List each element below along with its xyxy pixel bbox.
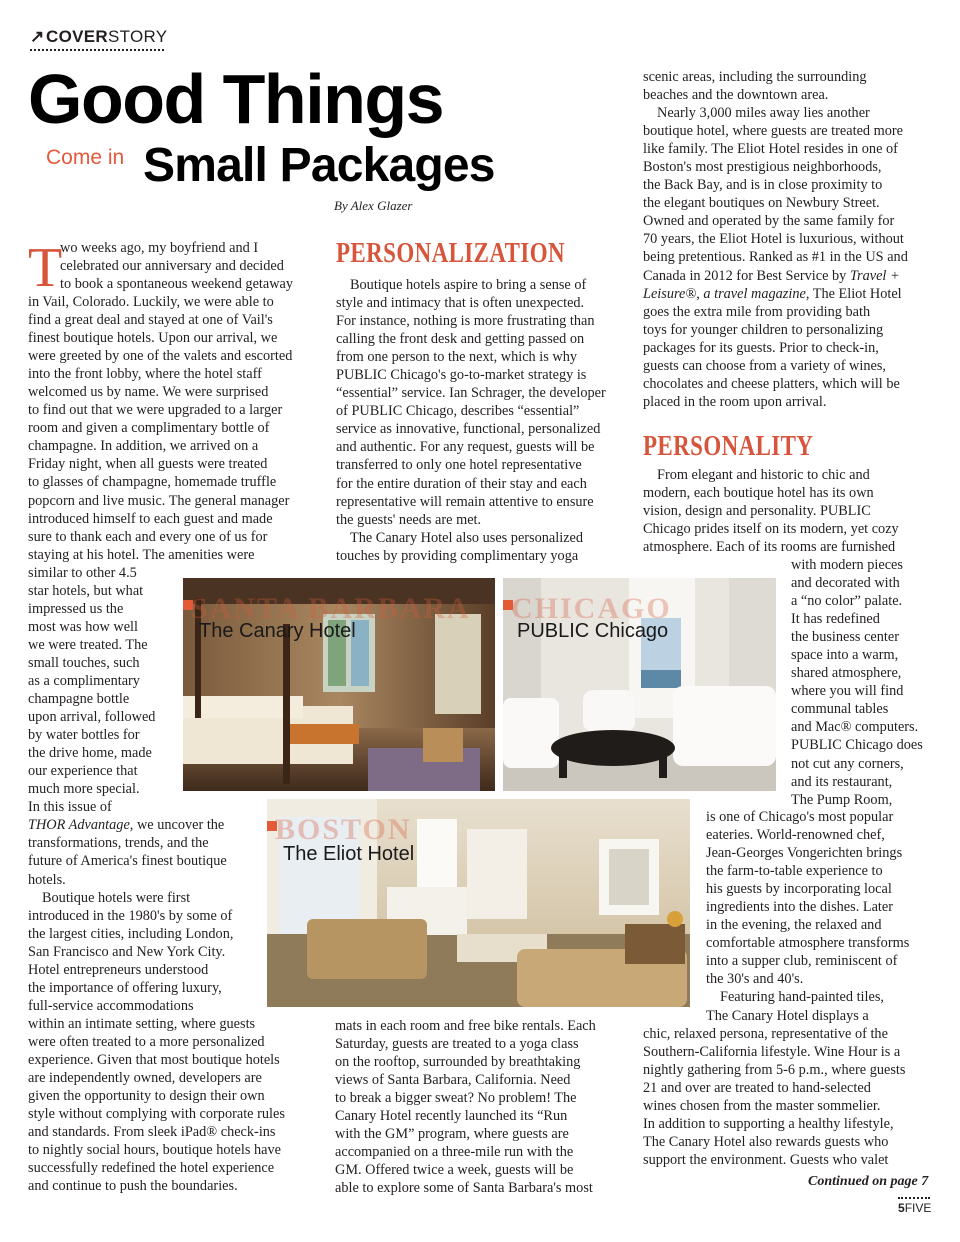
text-line: calling the front desk and getting passed on: [336, 331, 585, 348]
photo-public-chicago: [503, 578, 776, 791]
text-line: the elegant boutiques on Newbury Street.: [643, 195, 880, 212]
bolt-icon: ↗: [30, 27, 45, 46]
text-line: as a complimentary: [28, 672, 140, 689]
continued-note: Continued on page 7: [808, 1174, 929, 1189]
text-line: hotels.: [28, 871, 66, 888]
text-line: full-service accommodations: [28, 997, 194, 1014]
text-line: Canary Hotel recently launched its “Run: [335, 1108, 568, 1125]
text-line: views of Santa Barbara, California. Need: [335, 1072, 571, 1089]
text-line: small touches, such: [28, 654, 140, 671]
text-line: introduced in the 1980's by some of: [28, 907, 233, 924]
text-line: Hotel entrepreneurs understood: [28, 961, 209, 978]
text-line: mats in each room and free bike rentals. Each: [335, 1018, 596, 1034]
text-line: the farm-to-table experience to: [706, 863, 883, 880]
text-line: not cut any corners,: [791, 755, 904, 772]
text-line: [643, 267, 908, 285]
magazine-name: Leisure®, a travel magazine,: [643, 285, 810, 302]
text-line: similar to other 4.5: [28, 564, 137, 581]
photo-caption: PUBLIC Chicago: [517, 620, 669, 642]
text-line: style and intimacy that is often unexpected.: [336, 295, 585, 312]
text-line: Friday night, when all guests were treated: [28, 456, 268, 473]
text-line: most was how well: [28, 618, 138, 635]
location-watermark: CHICAGO: [511, 592, 672, 625]
text-line: star hotels, but what: [28, 582, 144, 599]
headline-line-2: Small Packages: [143, 139, 495, 192]
text-line: goes the extra mile from providing bath: [643, 303, 871, 320]
text-line: Southern-California lifestyle. Wine Hour is a: [643, 1044, 901, 1061]
header-story: STORY: [107, 27, 168, 46]
text-line: and authentic. For any request, guests will be: [336, 439, 595, 456]
text-line: were often treated to a more personalized: [28, 1033, 265, 1050]
footer-divider: [898, 1197, 930, 1199]
text-line: The Canary Hotel also rewards guests who: [643, 1134, 889, 1151]
text-line: nightly gathering from 5-6 p.m., where guests: [643, 1062, 906, 1079]
heading-personality: PERSONALITY: [643, 431, 814, 462]
page-number-word: FIVE: [904, 1201, 932, 1215]
byline: By Alex Glazer: [334, 198, 413, 213]
text-line: scenic areas, including the surrounding: [643, 69, 867, 85]
text-line: and continue to push the boundaries.: [28, 1178, 238, 1195]
text-line: support the environment. Guests who valet: [643, 1152, 889, 1169]
text-line: in Vail, Colorado. Luckily, we were able to: [28, 294, 274, 310]
col2-bottom: [335, 1017, 596, 1197]
text-line: guests can choose from a variety of wines,: [643, 357, 886, 374]
headline-line-1: Good Things: [28, 60, 444, 138]
section-header: [30, 27, 167, 47]
text-line: transferred to only one hotel representative: [336, 457, 582, 474]
col3-bottom: [643, 1025, 905, 1169]
text-line: Featuring hand-painted tiles,: [720, 989, 884, 1006]
page-number-digit: 5: [898, 1201, 905, 1215]
text-line: Saturday, guests are treated to a yoga class: [335, 1036, 579, 1053]
text-line: shared atmosphere,: [791, 665, 902, 682]
text-line: communal tables: [791, 701, 889, 718]
header-divider: [30, 49, 164, 51]
text-line: beaches and the downtown area.: [643, 87, 829, 104]
text-line: like family. The Eliot Hotel resides in one of: [643, 141, 898, 158]
text-line: staying at his hotel. The amenities were: [28, 546, 255, 563]
text-line: Boston's most prestigious neighborhoods,: [643, 159, 882, 176]
text-line: in the evening, the relaxed and: [706, 917, 882, 934]
text-line: and standards. From sleek iPad® check-ins: [28, 1124, 276, 1141]
text-line: toys for younger children to personalizing: [643, 321, 884, 338]
text-line: Chicago prides itself on its modern, yet cozy: [643, 521, 899, 538]
col3-mid: [706, 808, 909, 1025]
text-line: with modern pieces: [791, 557, 903, 573]
text-line: to nightly social hours, boutique hotels have: [28, 1142, 281, 1159]
text-line: In this issue of: [28, 799, 112, 816]
text-line: of PUBLIC Chicago, describes “essential”: [336, 403, 580, 420]
text-line: [643, 285, 908, 303]
text-line: style without complying with corporate rules: [28, 1106, 285, 1123]
text-line: his guests by incorporating local: [706, 881, 892, 898]
text-line: Jean-Georges Vongerichten brings: [706, 845, 903, 862]
text-line: our experience that: [28, 763, 138, 780]
text-line: for the entire duration of their stay and each: [336, 475, 587, 492]
text-line: the drive home, made: [28, 745, 152, 762]
col3-narrow: [791, 556, 923, 809]
text-line: to find out that we were upgraded to a larger: [28, 402, 283, 419]
text-line: within an intimate setting, where guests: [28, 1015, 256, 1032]
text-line: celebrated our anniversary and decided: [60, 258, 284, 275]
text-line: In addition to supporting a healthy lifestyle,: [643, 1116, 894, 1133]
text-line: representative will remain attentive to ensure: [336, 493, 594, 510]
text-line: Owned and operated by the same family for: [643, 213, 895, 230]
text-line: “essential” service. Ian Schrager, the developer: [336, 385, 606, 402]
text-line: with the GM” program, where guests are: [335, 1126, 569, 1143]
text-line: wo weeks ago, my boyfriend and I: [60, 240, 259, 256]
text-line: by water bottles for: [28, 727, 140, 744]
text-line: given the opportunity to design their own: [28, 1088, 265, 1105]
col3-personality: [643, 466, 899, 556]
text-line: is one of Chicago's most popular: [706, 809, 894, 825]
text-line: 21 and over are treated to hand-selected: [643, 1080, 871, 1097]
text-line: PUBLIC Chicago's go-to-market strategy is: [336, 367, 587, 384]
text-line: chic, relaxed persona, representative of the: [643, 1026, 888, 1042]
text-line: placed in the room upon arrival.: [643, 393, 827, 410]
text-line: From elegant and historic to chic and: [657, 467, 870, 483]
text-line: into the front lobby, where the hotel staff: [28, 366, 262, 383]
text-line: chocolates and cheese platters, which will be: [643, 375, 900, 392]
text-line: transformations, trends, and the: [28, 835, 209, 852]
photo-canary-hotel: [183, 578, 495, 791]
text-line: atmosphere. Each of its rooms are furnished: [643, 539, 896, 556]
text-line: Boutique hotels aspire to bring a sense of: [350, 277, 587, 293]
text-line: packages for its guests. Prior to check-in,: [643, 339, 879, 356]
text-line: modern, each boutique hotel has its own: [643, 485, 874, 502]
text-line: touches by providing complimentary yoga: [336, 547, 579, 564]
col1-intro-head: [60, 239, 293, 293]
text-line: Boutique hotels were first: [42, 889, 191, 906]
magazine-title: THOR Advantage,: [28, 817, 134, 834]
photo-eliot-hotel: [267, 799, 690, 1007]
text-line: introduced himself to each guest and made: [28, 510, 273, 527]
text-line: into a supper club, reminiscent of: [706, 953, 898, 970]
text-line: we were treated. The: [28, 636, 148, 653]
text-line: welcomed us by name. We were surprised: [28, 384, 269, 401]
text-line: able to explore some of Santa Barbara's most: [335, 1180, 593, 1197]
col2-top: [336, 276, 606, 565]
photo-caption: The Canary Hotel: [199, 620, 356, 642]
magazine-name: Travel +: [849, 267, 900, 284]
text-line: sure to thank each and every one of us for: [28, 528, 268, 545]
text-line: a “no color” palate.: [791, 593, 903, 610]
text-line: popcorn and live music. The general manager: [28, 492, 290, 509]
text-line: The Canary Hotel displays a: [706, 1007, 869, 1024]
text-line: accompanied on a three-mile run with the: [335, 1144, 574, 1161]
text-line: where you will find: [791, 683, 904, 700]
text-line: the largest cities, including London,: [28, 925, 234, 942]
text-line: being pretentious. Ranked as #1 in the US and: [643, 249, 908, 266]
text-line: successfully redefined the hotel experience: [28, 1160, 275, 1177]
text-span: Canada in 2012 for Best Service by: [643, 267, 850, 284]
text-line: were greeted by one of the valets and escorted: [28, 348, 293, 365]
text-line: and decorated with: [791, 575, 900, 592]
headline-come-in: Come in: [46, 146, 125, 169]
text-line: on the rooftop, surrounded by breathtaking: [335, 1054, 581, 1071]
text-line: and Mac® computers.: [791, 719, 919, 736]
drop-cap: T: [28, 237, 63, 299]
text-line: the Back Bay, and is in close proximity to: [643, 177, 883, 194]
text-line: ingredients into the dishes. Later: [706, 899, 894, 916]
text-line: San Francisco and New York City.: [28, 943, 226, 960]
photo-caption: The Eliot Hotel: [283, 843, 415, 865]
text-line: much more special.: [28, 781, 140, 798]
text-line: the guests' needs are met.: [336, 511, 482, 528]
text-line: For instance, nothing is more frustrating than: [336, 313, 595, 330]
text-line: to glasses of champagne, homemade truffle: [28, 474, 277, 491]
text-line: experience. Given that most boutique hotels: [28, 1051, 280, 1068]
text-line: finest boutique hotels. Upon our arrival, we: [28, 330, 278, 347]
text-line: from one person to the next, which is why: [336, 349, 578, 366]
text-line: room and given a complimentary bottle of: [28, 420, 270, 437]
location-watermark: SANTA BARBARA: [191, 592, 471, 625]
text-line: boutique hotel, where guests are treated more: [643, 123, 904, 140]
text-line: 70 years, the Eliot Hotel is luxurious, without: [643, 231, 904, 248]
text-line: impressed us the: [28, 600, 124, 617]
text-span: The Eliot Hotel: [809, 285, 902, 302]
header-cover: COVER: [46, 27, 108, 46]
text-line: service as innovative, functional, personalized: [336, 421, 601, 438]
text-line: and its restaurant,: [791, 773, 893, 790]
text-line: future of America's finest boutique: [28, 853, 227, 870]
text-line: The Pump Room,: [791, 791, 893, 808]
text-span: we uncover the: [133, 817, 225, 834]
text-line: champagne bottle: [28, 691, 130, 708]
page-number: [898, 1201, 931, 1215]
text-line: find a great deal and stayed at one of Vail's: [28, 312, 273, 329]
text-line: The Canary Hotel also uses personalized: [350, 529, 584, 546]
text-line: space into a warm,: [791, 647, 899, 664]
text-line: Nearly 3,000 miles away lies another: [657, 105, 870, 122]
text-line: upon arrival, followed: [28, 709, 156, 726]
text-line: to break a bigger sweat? No problem! The: [335, 1090, 577, 1107]
text-line: the importance of offering luxury,: [28, 979, 222, 996]
text-line: [28, 816, 292, 834]
text-line: the business center: [791, 629, 899, 646]
text-line: are independently owned, developers are: [28, 1070, 262, 1087]
text-line: PUBLIC Chicago does: [791, 737, 923, 754]
text-line: to book a spontaneous weekend getaway: [60, 276, 294, 293]
text-line: wines chosen from the master sommelier.: [643, 1098, 881, 1115]
text-line: comfortable atmosphere transforms: [706, 935, 910, 952]
text-line: GM. Offered twice a week, guests will be: [335, 1162, 574, 1179]
text-line: the 30's and 40's.: [706, 971, 804, 988]
text-line: vision, design and personality. PUBLIC: [643, 503, 871, 520]
text-line: champagne. In addition, we arrived on a: [28, 438, 259, 455]
location-watermark: BOSTON: [275, 813, 412, 846]
heading-personalization: PERSONALIZATION: [336, 238, 565, 269]
text-line: It has redefined: [791, 611, 880, 628]
text-line: eateries. World-renowned chef,: [706, 827, 885, 844]
col3-top: [643, 68, 908, 411]
